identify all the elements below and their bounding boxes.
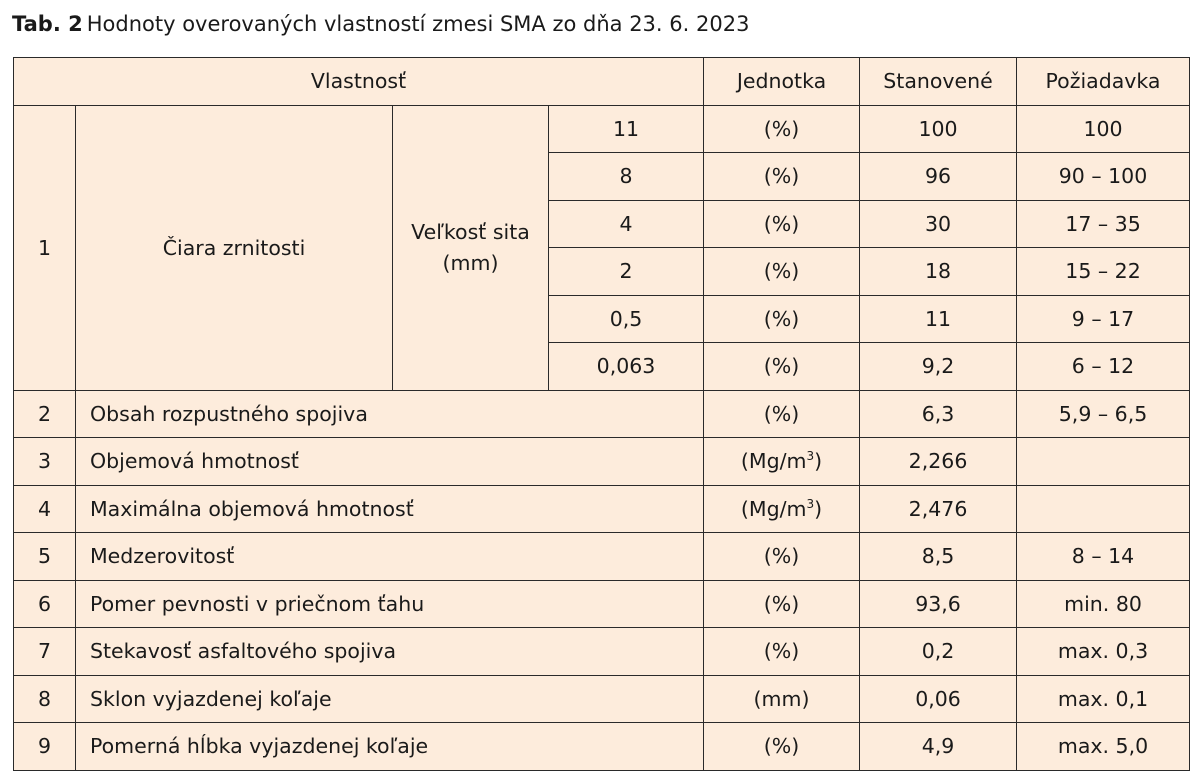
unit-base: (Mg/m bbox=[740, 496, 807, 521]
requirement-cell: 6 – 12 bbox=[1017, 343, 1190, 391]
requirement-cell: max. 0,1 bbox=[1017, 675, 1190, 723]
table-row bbox=[14, 105, 1190, 153]
determined-cell: 93,6 bbox=[860, 580, 1017, 628]
unit-cell: (%) bbox=[704, 723, 860, 771]
row-number: 7 bbox=[14, 628, 76, 676]
header-property: Vlastnosť bbox=[14, 58, 704, 106]
unit-cell bbox=[704, 485, 860, 533]
unit-cell: (%) bbox=[704, 248, 860, 296]
sieve-size: 4 bbox=[549, 200, 704, 248]
determined-cell: 96 bbox=[860, 153, 1017, 201]
caption-text: Hodnoty overovaných vlastností zmesi SMA zo dňa 23. 6. 2023 bbox=[86, 12, 750, 36]
header-determined: Stanovené bbox=[860, 58, 1017, 106]
table-row bbox=[14, 675, 1190, 723]
requirement-cell: 100 bbox=[1017, 105, 1190, 153]
unit-cell: (%) bbox=[704, 295, 860, 343]
determined-cell: 6,3 bbox=[860, 390, 1017, 438]
property-name: Pomer pevnosti v priečnom ťahu bbox=[76, 580, 704, 628]
row-number: 9 bbox=[14, 723, 76, 771]
requirement-cell: min. 80 bbox=[1017, 580, 1190, 628]
determined-cell: 0,2 bbox=[860, 628, 1017, 676]
determined-cell: 9,2 bbox=[860, 343, 1017, 391]
unit-cell: (%) bbox=[704, 390, 860, 438]
determined-cell: 0,06 bbox=[860, 675, 1017, 723]
requirement-cell: max. 0,3 bbox=[1017, 628, 1190, 676]
header-row bbox=[14, 58, 1190, 106]
determined-cell: 30 bbox=[860, 200, 1017, 248]
property-name: Medzerovitosť bbox=[76, 533, 704, 581]
property-name: Sklon vyjazdenej koľaje bbox=[76, 675, 704, 723]
unit-cell: (%) bbox=[704, 153, 860, 201]
sieve-size-label-line2: (mm) bbox=[442, 250, 499, 275]
unit-base: (Mg/m bbox=[740, 449, 807, 474]
row-number: 6 bbox=[14, 580, 76, 628]
header-unit: Jednotka bbox=[704, 58, 860, 106]
table-caption bbox=[12, 10, 749, 38]
row-number: 5 bbox=[14, 533, 76, 581]
determined-cell: 8,5 bbox=[860, 533, 1017, 581]
unit-end: ) bbox=[814, 449, 823, 474]
property-name: Obsah rozpustného spojiva bbox=[76, 390, 704, 438]
sieve-size: 0,063 bbox=[549, 343, 704, 391]
sieve-size: 8 bbox=[549, 153, 704, 201]
table-row bbox=[14, 723, 1190, 771]
determined-cell: 11 bbox=[860, 295, 1017, 343]
unit-cell: (mm) bbox=[704, 675, 860, 723]
unit-cell: (%) bbox=[704, 343, 860, 391]
unit-cell: (%) bbox=[704, 105, 860, 153]
sieve-size: 11 bbox=[549, 105, 704, 153]
table-row bbox=[14, 533, 1190, 581]
requirement-cell bbox=[1017, 485, 1190, 533]
unit-cell bbox=[704, 438, 860, 486]
sieve-size: 0,5 bbox=[549, 295, 704, 343]
unit-cell: (%) bbox=[704, 580, 860, 628]
requirement-cell: 17 – 35 bbox=[1017, 200, 1190, 248]
determined-cell: 18 bbox=[860, 248, 1017, 296]
requirement-cell bbox=[1017, 438, 1190, 486]
caption-label: Tab. 2 bbox=[12, 12, 83, 36]
unit-cell: (%) bbox=[704, 533, 860, 581]
requirement-cell: 90 – 100 bbox=[1017, 153, 1190, 201]
row-number: 2 bbox=[14, 390, 76, 438]
table-row bbox=[14, 390, 1190, 438]
sieve-size-label bbox=[393, 105, 549, 390]
table-row bbox=[14, 628, 1190, 676]
requirement-cell: 9 – 17 bbox=[1017, 295, 1190, 343]
row-number: 8 bbox=[14, 675, 76, 723]
property-name: Maximálna objemová hmotnosť bbox=[76, 485, 704, 533]
requirement-cell: 5,9 – 6,5 bbox=[1017, 390, 1190, 438]
sieve-size-label-line1: Veľkosť sita bbox=[411, 219, 530, 244]
unit-cell: (%) bbox=[704, 628, 860, 676]
header-requirement: Požiadavka bbox=[1017, 58, 1190, 106]
unit-end: ) bbox=[814, 496, 823, 521]
sieve-size: 2 bbox=[549, 248, 704, 296]
table-row bbox=[14, 485, 1190, 533]
row-number: 4 bbox=[14, 485, 76, 533]
requirement-cell: max. 5,0 bbox=[1017, 723, 1190, 771]
determined-cell: 4,9 bbox=[860, 723, 1017, 771]
determined-cell: 2,266 bbox=[860, 438, 1017, 486]
table-row bbox=[14, 438, 1190, 486]
row-number: 3 bbox=[14, 438, 76, 486]
unit-exponent: 3 bbox=[806, 496, 815, 511]
row-number: 1 bbox=[14, 105, 76, 390]
determined-cell: 100 bbox=[860, 105, 1017, 153]
determined-cell: 2,476 bbox=[860, 485, 1017, 533]
table-row bbox=[14, 580, 1190, 628]
unit-cell: (%) bbox=[704, 200, 860, 248]
requirement-cell: 8 – 14 bbox=[1017, 533, 1190, 581]
property-name: Stekavosť asfaltového spojiva bbox=[76, 628, 704, 676]
unit-exponent: 3 bbox=[806, 449, 815, 464]
property-name: Objemová hmotnosť bbox=[76, 438, 704, 486]
properties-table bbox=[13, 57, 1190, 771]
property-name: Pomerná hĺbka vyjazdenej koľaje bbox=[76, 723, 704, 771]
property-name: Čiara zrnitosti bbox=[76, 105, 393, 390]
requirement-cell: 15 – 22 bbox=[1017, 248, 1190, 296]
